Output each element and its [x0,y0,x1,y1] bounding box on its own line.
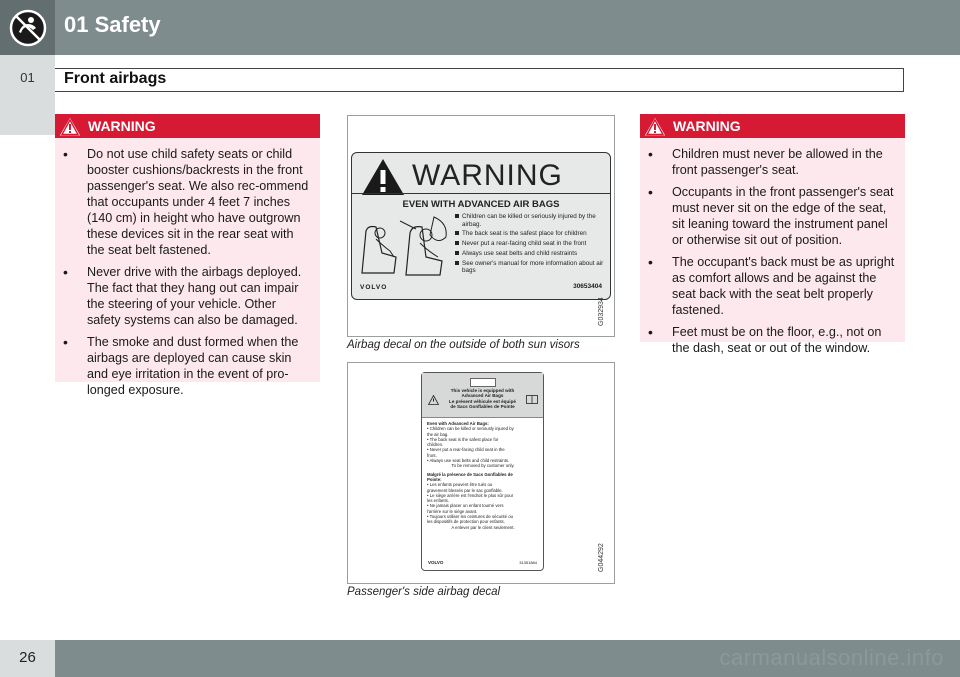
decal-body-line: • The back seat is the safest place for [427,436,499,442]
child-seat-illustration-icon [356,213,452,279]
passenger-airbag-decal [421,372,544,571]
warning-box-right [640,114,905,355]
decal-body-line: A enlever par le client seulement. [451,524,515,530]
decal-body-line: • Ne jamais placer un enfant tourné vers [427,503,504,509]
warning-box-left [55,114,320,397]
decal-part-number: 30653404 [573,283,602,290]
decal-item: Never put a rear-facing child seat in the front [455,240,607,248]
decal-body-line: Even with Advanced Air Bags: [427,421,489,426]
no-child-seat-icon [8,8,48,48]
watermark: carmanualsonline.info [719,645,944,670]
warning-item: • Children must never be allowed in the front passenger's seat. [640,146,895,178]
decal-part-number: 31351884 [519,560,537,565]
figure-caption: Airbag decal on the outside of both sun visors [347,339,580,351]
decal-body-line: • Les enfants peuvent être tués ou [427,482,493,488]
decal-header-line: Le présent véhicule est équipé [449,398,516,404]
warning-item: • The smoke and dust formed when the airbags are deployed can cause skin and eye irritation in the event of pro-longed exposure. [55,334,310,398]
decal-body-line: • Always use seat belts and child restraints. [427,458,510,464]
section-title: Front airbags [64,70,167,87]
decal-body-line: • Children can be killed or seriously injured by [427,426,514,432]
decal-body-line: front. [427,452,437,458]
warning-triangle-icon [643,115,667,137]
decal-body-line: • Never put a rear-facing child seat in the [427,447,505,453]
decal-list [455,213,607,277]
sun-visor-decal [351,152,611,300]
decal-item: Always use seat belts and child restraints [455,250,607,258]
warning-item: • Occupants in the front passenger's seat must never sit on the edge of the seat, sit leaning toward the instrument panel or otherwise sit out of position. [640,184,895,248]
decal-body-line: the air bag. [427,431,449,437]
decal-divider [352,193,610,194]
warning-item: • The occupant's back must be as upright as comfort allows and be against the seat back with the seat belt properly fastened. [640,254,895,318]
decal-indicator-box [470,378,496,387]
decal-header-text [430,388,535,410]
warning-heading: WARNING [88,118,156,134]
decal-item: Children can be killed or seriously injured by the airbag. [455,213,607,228]
decal-item: See owner's manual for more information about air bags [455,260,607,275]
decal-body-line: • Toujours utiliser les ceintures de sécurité ou [427,514,513,520]
decal-body-line: Pointe: [427,476,442,482]
decal-header-area [422,373,543,418]
decal-header-line: de Sacs Gonflables de Pointe [450,404,515,410]
decal-body-line: gravement blessés par le sac gonflable. [427,487,503,493]
decal-title: WARNING [412,159,563,192]
warning-item: • Never drive with the airbags deployed. The fact that they hang out can impair the steering of your vehicle. Other safety systems can also be damaged. [55,264,310,328]
warning-triangle-icon [58,115,82,137]
warning-item: • Feet must be on the floor, e.g., not on the dash, seat or out of the window. [640,324,895,356]
decal-body-text [427,421,539,530]
warning-heading: WARNING [673,118,741,134]
decal-item: The back seat is the safest place for children [455,230,607,238]
decal-body-line: children. [427,442,444,448]
page-number: 26 [19,649,36,666]
warning-header [640,114,905,138]
warning-item: • Do not use child safety seats or child booster cushions/backrests in the front passenger's seat. We also rec-ommend that occupants under 4 feet 7 inches (140 cm) in height who have outgrown these devices sit in the rear seat with the seat belt fastened. [55,146,310,258]
chapter-title: 01 Safety [64,12,161,37]
figure-caption: Passenger's side airbag decal [347,586,501,598]
decal-body-line: Malgré la présence de Sacs Gonflables de [427,471,513,477]
decal-brand: VOLVO [428,560,444,565]
decal-body-line: • Le siège arrière est l'endroit le plus sûr pour [427,492,514,498]
decal-body-line: les enfants. [427,498,449,504]
decal-body-line: les dispositifs de protection pour enfants. [427,519,505,525]
chapter-number: 01 [20,70,35,85]
image-code: G032934 [598,297,605,326]
decal-brand: VOLVO [360,284,388,291]
image-code: G044292 [598,543,605,572]
warning-triangle-icon [360,157,406,197]
decal-header-line: Advanced Air Bags [461,393,504,399]
decal-body-line: l'arrière sur le siège avant. [427,508,478,514]
chapter-icon-box [0,0,55,55]
warning-list [55,138,320,412]
warning-list [640,138,905,370]
warning-header [55,114,320,138]
chapter-tab [0,55,55,135]
decal-header-line: This vehicle is equipped with [450,388,515,393]
decal-body-line: To be removed by customer only. [451,463,515,469]
decal-subtitle: EVEN WITH ADVANCED AIR BAGS [402,199,560,210]
section-title-bar [55,68,904,92]
